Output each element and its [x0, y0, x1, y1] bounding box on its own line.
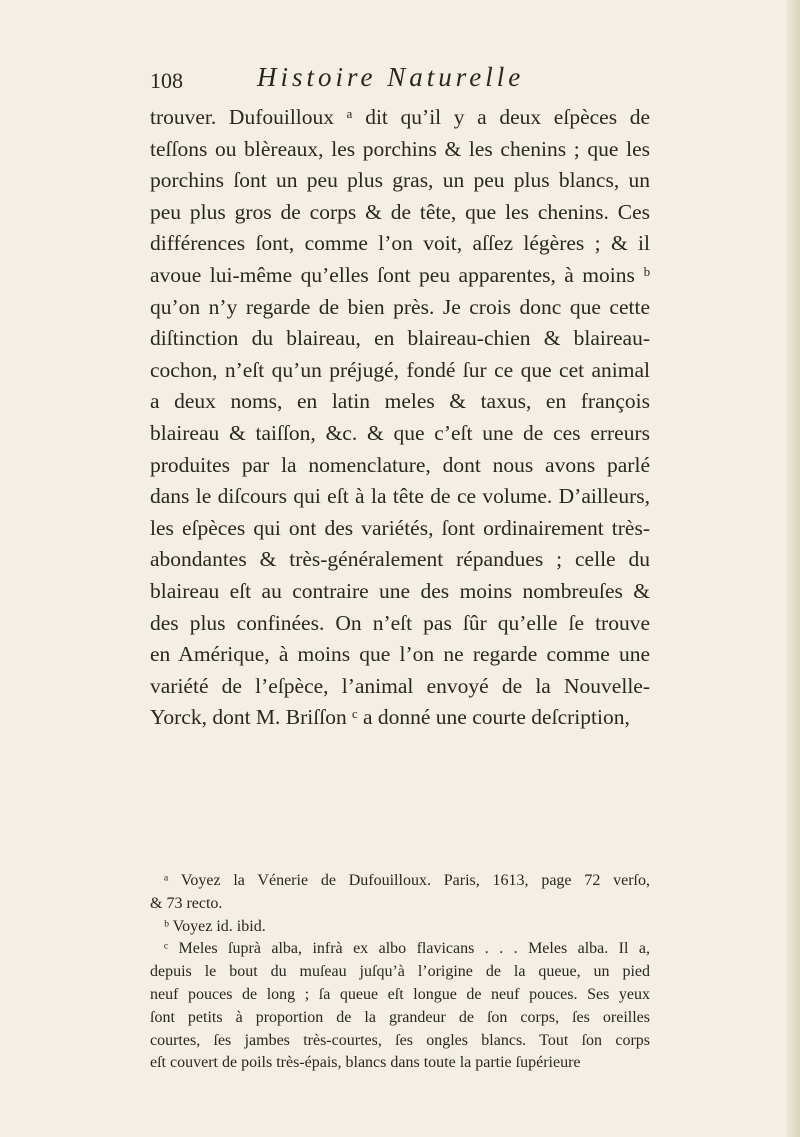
body-line: variété de l’eſpèce, l’animal envoyé de la Nouvelle-: [150, 673, 650, 698]
page-edge: [786, 0, 800, 1137]
body-line: a deux noms, en latin meles & taxus, en françois: [150, 389, 650, 414]
footnote-line: ſont petits à proportion de la grandeur de ſon corps, ſes oreilles: [150, 1008, 650, 1026]
page-header: [150, 62, 650, 102]
body-line: qu’on n’y regarde de bien près. Je crois donc que cette: [150, 294, 650, 319]
running-title: Histoire Naturelle: [257, 62, 525, 92]
body-line: porchins ſont un peu plus gras, un peu plus blancs, un: [150, 168, 650, 193]
page-number: 108: [150, 68, 183, 93]
body-line: abondantes & très-généralement répandues ; celle du: [150, 547, 650, 572]
body-line: des plus confinées. On n’eſt pas ſûr qu’elle ſe trouve: [150, 610, 650, 635]
footnote-c: ᶜ Meles ſuprà alba, infrà ex albo flavicans . . . Meles alba. Il a,: [164, 940, 650, 958]
body-line: Yorck, dont M. Briſſon ᶜ a donné une courte deſcription,: [150, 705, 630, 730]
body-line: teſſons ou blèreaux, les porchins & les chenins ; que les: [150, 136, 650, 161]
body-line: diſtinction du blaireau, en blaireau-chien & blaireau-: [150, 326, 650, 351]
body-line: en Amérique, à moins que l’on ne regarde comme une: [150, 642, 650, 667]
body-line: blaireau eſt au contraire une des moins nombreuſes &: [150, 578, 650, 603]
footnote-line: & 73 recto.: [150, 894, 223, 912]
footnote-b: ᵇ Voyez id. ibid.: [164, 917, 266, 935]
body-line: différences ſont, comme l’on voit, aſſez légères ; & il: [150, 231, 650, 256]
footnotes: [150, 870, 650, 1075]
footnote-line: neuf pouces de long ; ſa queue eſt longue de neuf pouces. Ses yeux: [150, 985, 650, 1003]
body-line: blaireau & taiſſon, &c. & que c’eſt une de ces erreurs: [150, 420, 650, 445]
footnote-a: ᵃ Voyez la Vénerie de Dufouilloux. Paris, 1613, page 72 verſo,: [164, 872, 650, 889]
body-line: produites par la nomenclature, dont nous avons parlé: [150, 452, 650, 477]
body-line: cochon, n’eſt qu’un préjugé, fondé ſur ce que cet animal: [150, 357, 650, 382]
body-line: trouver. Dufouilloux ᵃ dit qu’il y a deux eſpèces de: [150, 105, 650, 129]
body-text: [150, 102, 650, 734]
body-line: les eſpèces qui ont des variétés, ſont ordinairement très-: [150, 515, 650, 540]
body-line: peu plus gros de corps & de tête, que les chenins. Ces: [150, 199, 650, 224]
footnote-line: eſt couvert de poils très-épais, blancs dans toute la partie ſupérieure: [150, 1054, 581, 1072]
footnote-line: courtes, ſes jambes très-courtes, ſes ongles blancs. Tout ſon corps: [150, 1031, 650, 1049]
body-line: avoue lui-même qu’elles ſont peu apparentes, à moins ᵇ: [150, 262, 650, 287]
footnote-line: depuis le bout du muſeau juſqu’à l’origine de la queue, un pied: [150, 963, 650, 981]
body-line: dans le diſcours qui eſt à la tête de ce volume. D’ailleurs,: [150, 484, 650, 509]
